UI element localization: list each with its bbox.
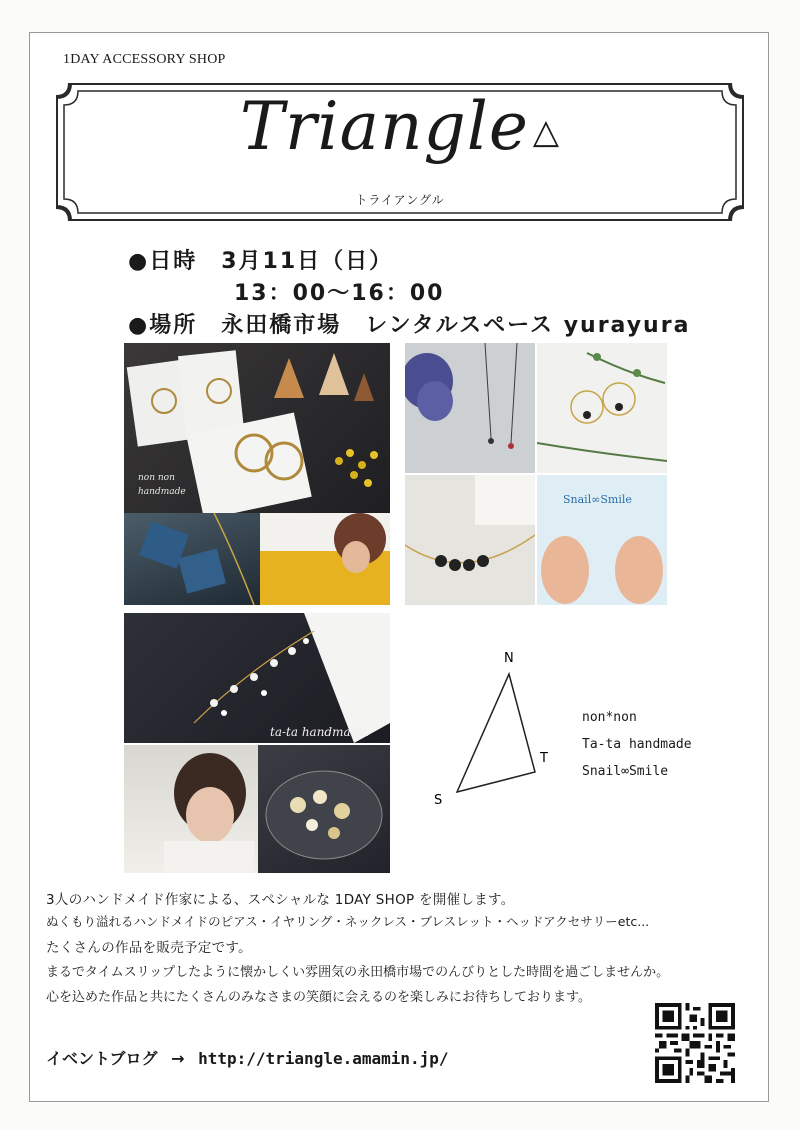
shop-title-kana: トライアングル — [355, 193, 445, 207]
nonnon-photo-label: non non handmade — [138, 473, 186, 497]
shop-kicker: 1DAY ACCESSORY SHOP — [63, 52, 226, 67]
blog-label: イベントブログ — [46, 1049, 158, 1068]
photo-nonnon-blue-earrings — [124, 513, 260, 605]
photo-tata-model — [124, 745, 258, 873]
vertex-t-label: T — [540, 751, 548, 766]
vertex-n-label: N — [504, 651, 514, 666]
time-value: 13：00～16：00 — [234, 281, 445, 306]
photo-snail-hands — [537, 475, 667, 605]
description-line-3: たくさんの作品を販売予定です。 — [46, 940, 252, 956]
description-line-2: ぬくもり溢れるハンドメイドのピアス・イヤリング・ネックレス・ブレスレット・ヘッドアクセサリーetc... — [46, 914, 650, 929]
qr-code — [655, 1003, 735, 1083]
blog-link[interactable]: http://triangle.amamin.jp/ — [198, 1049, 449, 1068]
photo-nonnon-earrings — [124, 343, 390, 513]
snail-photo-label: Snail∞Smile — [563, 493, 632, 506]
photo-tata-tray — [258, 745, 390, 873]
place-label: ●場所 — [128, 313, 198, 338]
place-row — [128, 308, 690, 339]
brand-snail: Snail∞Smile — [582, 764, 669, 779]
date-value: 3月11日（日） — [221, 249, 394, 274]
photo-snail-necklace — [405, 343, 535, 473]
blog-line — [46, 1046, 449, 1069]
photo-nonnon-model — [260, 513, 390, 605]
vertex-s-label: S — [434, 793, 443, 808]
triangle-diagram — [425, 640, 565, 820]
description-line-5: 心を込めた作品と共にたくさんのみなさまの笑顔に会えるのを楽しみにお待ちしております。 — [46, 990, 591, 1005]
date-row — [128, 244, 393, 275]
brand-nonnon: non*non — [582, 710, 637, 725]
shop-title — [0, 82, 800, 177]
brand-tata: Ta-ta handmade — [582, 737, 692, 752]
place-value: 永田橋市場 レンタルスペース yurayura — [221, 313, 691, 338]
tata-photo-label: ta-ta handmade. — [270, 725, 370, 739]
triangle-mark-icon: △ — [532, 112, 561, 152]
photo-snail-hoops — [537, 343, 667, 473]
shop-title-text: Triangle — [239, 88, 529, 165]
photo-tata-hairpiece — [124, 613, 390, 743]
date-label: ●日時 — [128, 249, 198, 274]
arrow-right-icon: → — [171, 1049, 185, 1068]
description-line-4: まるでタイムスリップしたように懐かしくい雰囲気の永田橋市場でのんびりとした時間を過ごしませんか。 — [46, 965, 670, 980]
photo-snail-bead-necklace — [405, 475, 535, 605]
description-line-1: 3人のハンドメイド作家による、スペシャルな 1DAY SHOP を開催します。 — [46, 892, 515, 908]
